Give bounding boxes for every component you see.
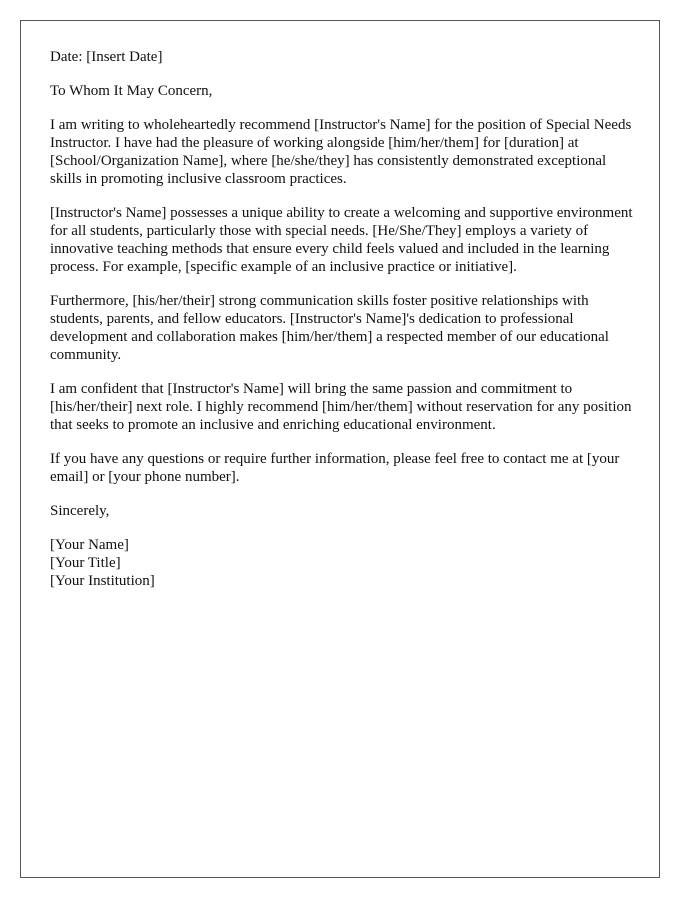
letter-paragraph-introduction: I am writing to wholeheartedly recommend [Instructor's Name] for the position of Special Needs Instructor. I have had the pleasure of working alongside [him/her/them] for [duration] at [School/Organization Name], where [he/she/they] has consistently demonstrated exceptional skills in promoting inclusive classroom practices.	[50, 117, 632, 187]
letter-paragraph-recommendation: I am confident that [Instructor's Name] will bring the same passion and commitment to [his/her/their] next role. I highly recommend [him/her/them] without reservation for any position that seeks to promote an inclusive and enriching educational environment.	[50, 381, 632, 433]
letter-page	[20, 20, 660, 878]
signature-name: [Your Name]	[50, 537, 129, 553]
signature-institution: [Your Institution]	[50, 573, 155, 589]
signature-block	[50, 536, 640, 590]
letter-salutation: To Whom It May Concern,	[50, 83, 213, 99]
letter-paragraph-contact: If you have any questions or require further information, please feel free to contact me at [your email] or [your phone number].	[50, 451, 620, 485]
letter-paragraph-abilities: [Instructor's Name] possesses a unique ability to create a welcoming and supportive environment for all students, particularly those with special needs. [He/She/They] employs a variety of innovative teaching methods that ensure every child feels valued and included in the learning process. For example, [specific example of an inclusive practice or initiative].	[50, 205, 633, 275]
letter-closing: Sincerely,	[50, 503, 110, 519]
recommendation-letter	[50, 48, 640, 590]
letter-date: Date: [Insert Date]	[50, 49, 163, 65]
letter-paragraph-communication: Furthermore, [his/her/their] strong communication skills foster positive relationships with students, parents, and fellow educators. [Instructor's Name]'s dedication to professional development and collaboration makes [him/her/them] a respected member of our educational community.	[50, 293, 609, 363]
signature-title: [Your Title]	[50, 555, 121, 571]
